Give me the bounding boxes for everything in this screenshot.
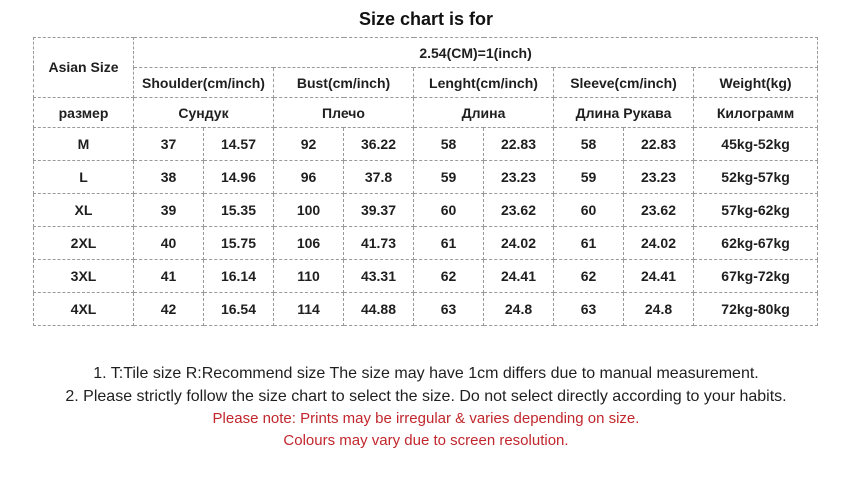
length-cm-cell: 61 (414, 227, 484, 260)
length-inch-cell: 24.8 (484, 293, 554, 326)
sleeve-inch-cell: 24.41 (624, 260, 694, 293)
shoulder-inch-cell: 15.35 (204, 194, 274, 227)
ru-header-length: Длина (414, 98, 554, 128)
shoulder-cm-cell: 38 (134, 161, 204, 194)
weight-cell: 67kg-72kg (694, 260, 818, 293)
bust-cm-cell: 92 (274, 128, 344, 161)
corner-header-asian-size: Asian Size (34, 38, 134, 98)
sleeve-inch-cell: 23.23 (624, 161, 694, 194)
col-header-weight: Weight(kg) (694, 68, 818, 98)
col-header-shoulder: Shoulder(cm/inch) (134, 68, 274, 98)
col-header-sleeve: Sleeve(cm/inch) (554, 68, 694, 98)
sleeve-inch-cell: 24.8 (624, 293, 694, 326)
bust-inch-cell: 37.8 (344, 161, 414, 194)
length-cm-cell: 63 (414, 293, 484, 326)
length-cm-cell: 60 (414, 194, 484, 227)
shoulder-cm-cell: 37 (134, 128, 204, 161)
conversion-note-cell: 2.54(CM)=1(inch) (134, 38, 818, 68)
sleeve-cm-cell: 62 (554, 260, 624, 293)
weight-cell: 62kg-67kg (694, 227, 818, 260)
shoulder-cm-cell: 40 (134, 227, 204, 260)
sleeve-cm-cell: 58 (554, 128, 624, 161)
sleeve-cm-cell: 60 (554, 194, 624, 227)
table-row-l (34, 161, 818, 194)
length-inch-cell: 23.23 (484, 161, 554, 194)
col-header-bust: Bust(cm/inch) (274, 68, 414, 98)
weight-cell: 45kg-52kg (694, 128, 818, 161)
table-row-4xl (34, 293, 818, 326)
bust-inch-cell: 41.73 (344, 227, 414, 260)
length-inch-cell: 22.83 (484, 128, 554, 161)
shoulder-cm-cell: 41 (134, 260, 204, 293)
ru-header-size: размер (34, 98, 134, 128)
note-measurement: 1. T:Tile size R:Recommend size The size may have 1cm differs due to manual measurement. (93, 365, 759, 382)
page-title: Size chart is for (358, 9, 494, 29)
weight-cell: 72kg-80kg (694, 293, 818, 326)
weight-cell: 52kg-57kg (694, 161, 818, 194)
bust-cm-cell: 114 (274, 293, 344, 326)
header-row-russian (34, 98, 818, 128)
bust-inch-cell: 43.31 (344, 260, 414, 293)
bust-cm-cell: 100 (274, 194, 344, 227)
size-cell: L (34, 161, 134, 194)
shoulder-cm-cell: 39 (134, 194, 204, 227)
sleeve-inch-cell: 22.83 (624, 128, 694, 161)
size-cell: M (34, 128, 134, 161)
size-chart-table (33, 37, 818, 326)
bust-cm-cell: 110 (274, 260, 344, 293)
weight-cell: 57kg-62kg (694, 194, 818, 227)
shoulder-inch-cell: 14.96 (204, 161, 274, 194)
size-cell: 3XL (34, 260, 134, 293)
bust-inch-cell: 44.88 (344, 293, 414, 326)
note-select-size: 2. Please strictly follow the size chart to select the size. Do not select directly according to your habits. (65, 387, 787, 405)
table-row-2xl (34, 227, 818, 260)
ru-header-shoulder: Сундук (134, 98, 274, 128)
sleeve-cm-cell: 59 (554, 161, 624, 194)
length-cm-cell: 62 (414, 260, 484, 293)
length-inch-cell: 24.02 (484, 227, 554, 260)
bust-cm-cell: 106 (274, 227, 344, 260)
ru-header-weight: Килограмм (694, 98, 818, 128)
bust-inch-cell: 36.22 (344, 128, 414, 161)
sleeve-cm-cell: 61 (554, 227, 624, 260)
shoulder-inch-cell: 16.54 (204, 293, 274, 326)
header-row-conversion (34, 38, 818, 68)
header-row-english (34, 68, 818, 98)
col-header-length: Lenght(cm/inch) (414, 68, 554, 98)
length-cm-cell: 58 (414, 128, 484, 161)
length-inch-cell: 23.62 (484, 194, 554, 227)
shoulder-inch-cell: 15.75 (204, 227, 274, 260)
footer-notes (0, 363, 852, 452)
shoulder-inch-cell: 14.57 (204, 128, 274, 161)
sleeve-inch-cell: 24.02 (624, 227, 694, 260)
ru-header-bust: Плечо (274, 98, 414, 128)
sleeve-inch-cell: 23.62 (624, 194, 694, 227)
shoulder-cm-cell: 42 (134, 293, 204, 326)
length-cm-cell: 59 (414, 161, 484, 194)
size-cell: 4XL (34, 293, 134, 326)
table-row-xl (34, 194, 818, 227)
note-prints-warning: Please note: Prints may be irregular & varies depending on size. (212, 410, 640, 427)
shoulder-inch-cell: 16.14 (204, 260, 274, 293)
table-row-m (34, 128, 818, 161)
ru-header-sleeve: Длина Рукава (554, 98, 694, 128)
note-colours-warning: Colours may vary due to screen resolution. (283, 432, 569, 449)
size-cell: 2XL (34, 227, 134, 260)
bust-inch-cell: 39.37 (344, 194, 414, 227)
sleeve-cm-cell: 63 (554, 293, 624, 326)
table-row-3xl (34, 260, 818, 293)
length-inch-cell: 24.41 (484, 260, 554, 293)
size-cell: XL (34, 194, 134, 227)
bust-cm-cell: 96 (274, 161, 344, 194)
